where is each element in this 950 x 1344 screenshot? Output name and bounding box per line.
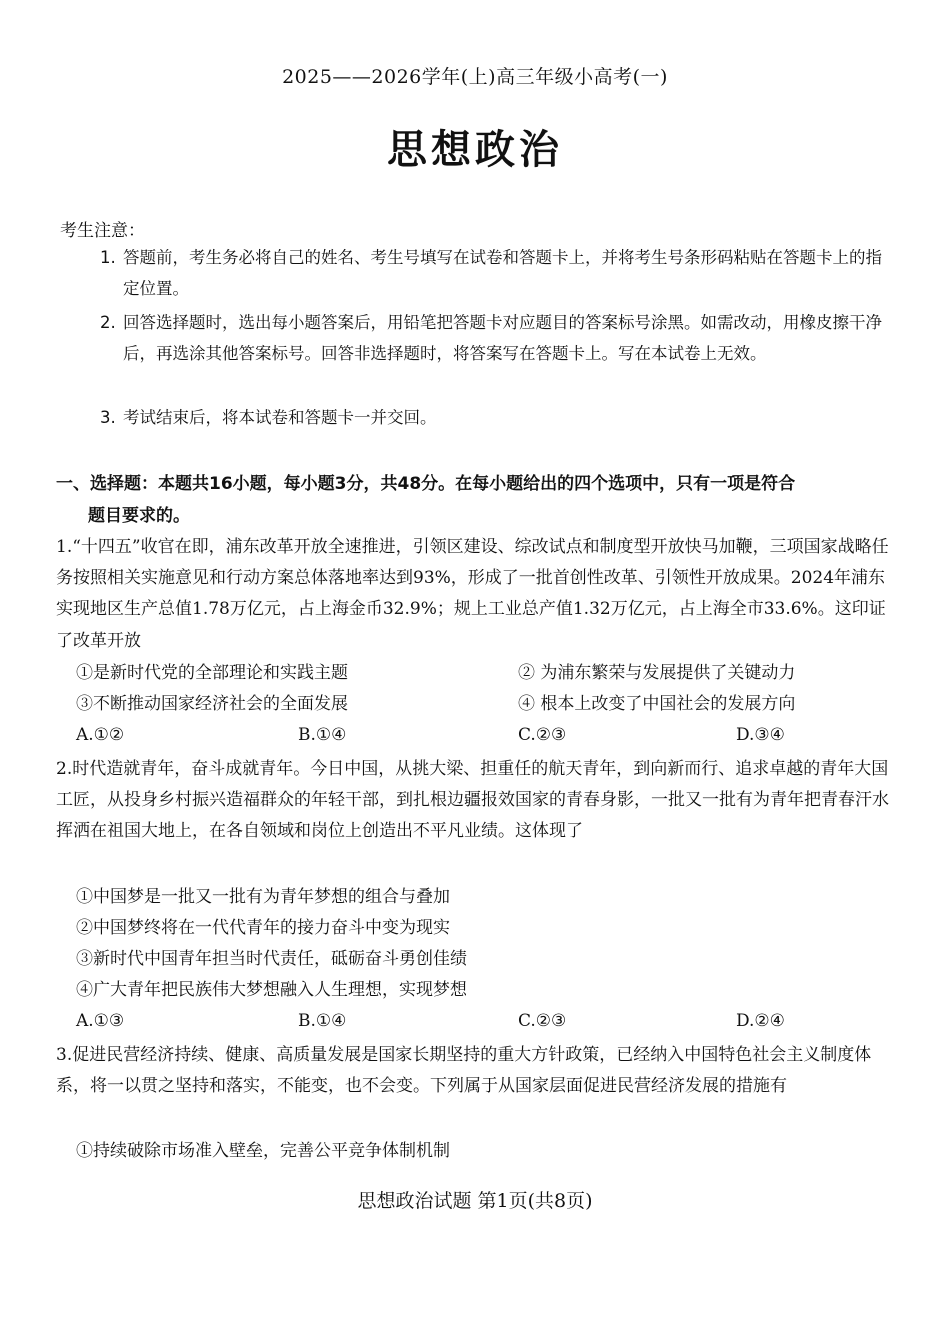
question-3-item-1: ①持续破除市场准入壁垒，完善公平竞争体制机制 (76, 1141, 450, 1161)
question-2-option-a: A.①③ (76, 1011, 125, 1031)
question-2-option-d: D.②④ (736, 1011, 785, 1031)
question-1-items-row-2 (76, 689, 896, 720)
notice-item-number: 3. (100, 408, 116, 427)
exam-title: 思想政治 (387, 127, 563, 173)
section-heading-line1: 一、选择题：本题共16小题，每小题3分，共48分。在每小题给出的四个选项中，只有一项是符合 (56, 474, 796, 494)
question-2-option-b: B.①④ (298, 1011, 347, 1031)
notice-item-1 (100, 242, 895, 304)
notice-item-text: 考试结束后，将本试卷和答题卡一并交回。 (123, 408, 437, 427)
notice-item-number: 2. (100, 313, 116, 332)
notice-item-number: 1. (100, 248, 116, 267)
question-2-item-4: ④广大青年把民族伟大梦想融入人生理想，实现梦想 (76, 980, 467, 1000)
question-1-item-3: ③不断推动国家经济社会的全面发展 (76, 694, 348, 714)
question-1-option-d: D.③④ (736, 725, 785, 745)
question-1-option-c: C.②③ (518, 725, 567, 745)
section-heading (56, 468, 896, 532)
exam-subtitle: 2025——2026学年(上)高三年级小高考(一) (282, 66, 668, 88)
notice-item-3 (100, 402, 895, 433)
question-2-item-3: ③新时代中国青年担当时代责任，砥砺奋斗勇创佳绩 (76, 949, 467, 969)
notice-item-2 (100, 307, 895, 369)
section-heading-line2: 题目要求的。 (88, 506, 190, 526)
question-1-item-4: ④ 根本上改变了中国社会的发展方向 (518, 694, 796, 714)
question-1-item-2: ② 为浦东繁荣与发展提供了关键动力 (518, 663, 796, 683)
question-1-option-a: A.①② (76, 725, 125, 745)
question-2-item-2: ②中国梦终将在一代代青年的接力奋斗中变为现实 (76, 918, 450, 938)
page-footer: 思想政治试题 第1页(共8页) (357, 1190, 593, 1212)
notice-item-text: 答题前，考生务必将自己的姓名、考生号填写在试卷和答题卡上，并将考生号条形码粘贴在答题卡上的指定位置。 (123, 248, 882, 298)
question-2-option-c: C.②③ (518, 1011, 567, 1031)
question-1-answers (76, 720, 896, 751)
question-1-option-b: B.①④ (298, 725, 347, 745)
question-2-answers (76, 1006, 896, 1037)
question-2-item-1: ①中国梦是一批又一批有为青年梦想的组合与叠加 (76, 887, 450, 907)
question-1-stem: 1.“十四五”收官在即，浦东改革开放全速推进，引领区建设、综改试点和制度型开放快马加鞭，三项国家战略任务按照相关实施意见和行动方案总体落地率达到93%，形成了一批首创性改革、引领性开放成果。2024年浦东实现地区生产总值1.78万亿元，占上海金币32.9%；规上工业总产值1.32万亿元，占上海全市33.6%。这印证了改革开放 (56, 537, 889, 651)
question-1-item-1: ①是新时代党的全部理论和实践主题 (76, 663, 348, 683)
notice-heading: 考生注意： (60, 221, 145, 241)
notice-item-text: 回答选择题时，选出每小题答案后，用铅笔把答题卡对应题目的答案标号涂黑。如需改动，用橡皮擦干净后，再选涂其他答案标号。回答非选择题时，将答案写在答题卡上。写在本试卷上无效。 (123, 313, 882, 363)
question-2-stem: 2.时代造就青年，奋斗成就青年。今日中国，从挑大梁、担重任的航天青年，到向新而行、追求卓越的青年大国工匠，从投身乡村振兴造福群众的年轻干部，到扎根边疆报效国家的青春身影，一批又一批有为青年把青春汗水挥洒在祖国大地上，在各自领域和岗位上创造出不平凡业绩。这体现了 (56, 759, 889, 842)
question-1-items-row-1 (76, 658, 896, 689)
question-3-stem: 3.促进民营经济持续、健康、高质量发展是国家长期坚持的重大方针政策，已经纳入中国特色社会主义制度体系，将一以贯之坚持和落实，不能变，也不会变。下列属于从国家层面促进民营经济发展的措施有 (56, 1045, 872, 1097)
